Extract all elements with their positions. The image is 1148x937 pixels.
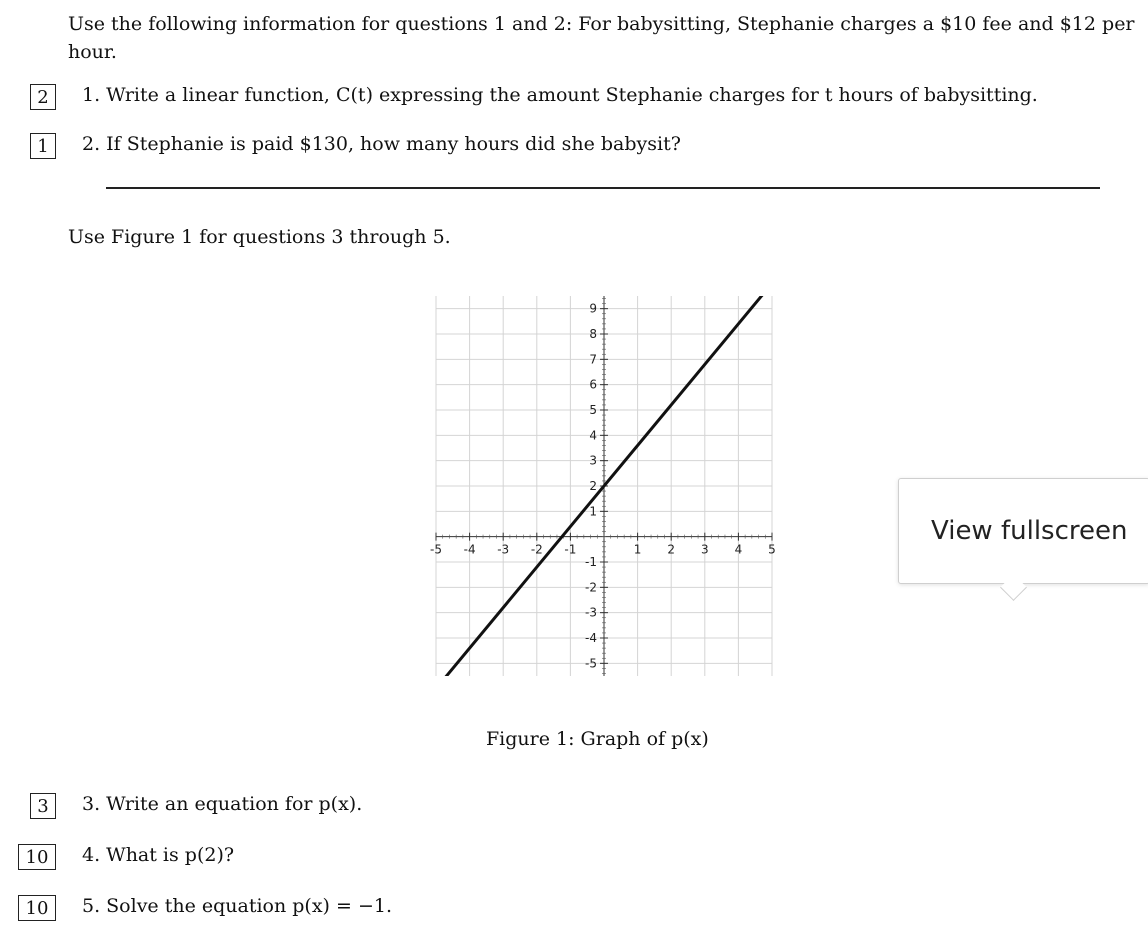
y-tick-label: 3	[589, 453, 597, 468]
view-fullscreen-label[interactable]: View fullscreen	[931, 516, 1128, 546]
x-tick-label: -5	[430, 542, 442, 557]
points-box-q2: 1	[30, 133, 56, 159]
view-fullscreen-tooltip[interactable]	[898, 478, 1148, 584]
x-tick-label: -3	[497, 542, 510, 557]
x-tick-label: -4	[463, 542, 476, 557]
y-tick-label: 8	[589, 327, 597, 341]
figure-intro: Use Figure 1 for questions 3 through 5.	[68, 226, 451, 248]
intro-text: Use the following information for questions 1 and 2: For babysitting, Stephanie charges a $10 fee and $12 per hour.	[68, 13, 1135, 63]
points-box-q3: 3	[30, 793, 56, 819]
y-tick-label: 4	[589, 428, 597, 443]
x-tick-label: 5	[768, 542, 776, 557]
y-tick-label: -1	[585, 555, 597, 569]
y-tick-label: -4	[585, 631, 597, 645]
question-4: 4. What is p(2)?	[82, 844, 235, 866]
x-tick-label: -2	[530, 542, 543, 557]
figure-1-graph	[424, 286, 784, 686]
points-box-q1: 2	[30, 84, 56, 110]
y-tick-label: -5	[585, 656, 597, 671]
question-1: 1. Write a linear function, C(t) expressing the amount Stephanie charges for t hours of babysitting.	[82, 84, 1038, 106]
y-tick-label: 5	[589, 403, 597, 417]
x-tick-label: 3	[700, 542, 709, 557]
x-tick-label: 2	[667, 542, 676, 557]
x-tick-label: -1	[564, 542, 577, 557]
points-box-q5: 10	[18, 895, 56, 921]
x-tick-label: 4	[734, 542, 743, 557]
question-3: 3. Write an equation for p(x).	[82, 793, 363, 815]
y-tick-label: 2	[589, 479, 597, 493]
figure-caption: Figure 1: Graph of p(x)	[486, 728, 709, 750]
y-tick-label: 1	[589, 504, 597, 519]
y-tick-label: -2	[585, 580, 597, 595]
y-tick-label: 9	[589, 301, 597, 316]
question-2: 2. If Stephanie is paid $130, how many hours did she babysit?	[82, 133, 681, 155]
points-box-q4: 10	[18, 844, 56, 870]
question-5: 5. Solve the equation p(x) = −1.	[82, 895, 393, 917]
divider	[106, 187, 1100, 189]
x-tick-label: 1	[633, 542, 642, 557]
y-tick-label: 6	[589, 377, 597, 392]
y-tick-label: 7	[589, 352, 597, 367]
y-tick-label: -3	[585, 605, 597, 620]
